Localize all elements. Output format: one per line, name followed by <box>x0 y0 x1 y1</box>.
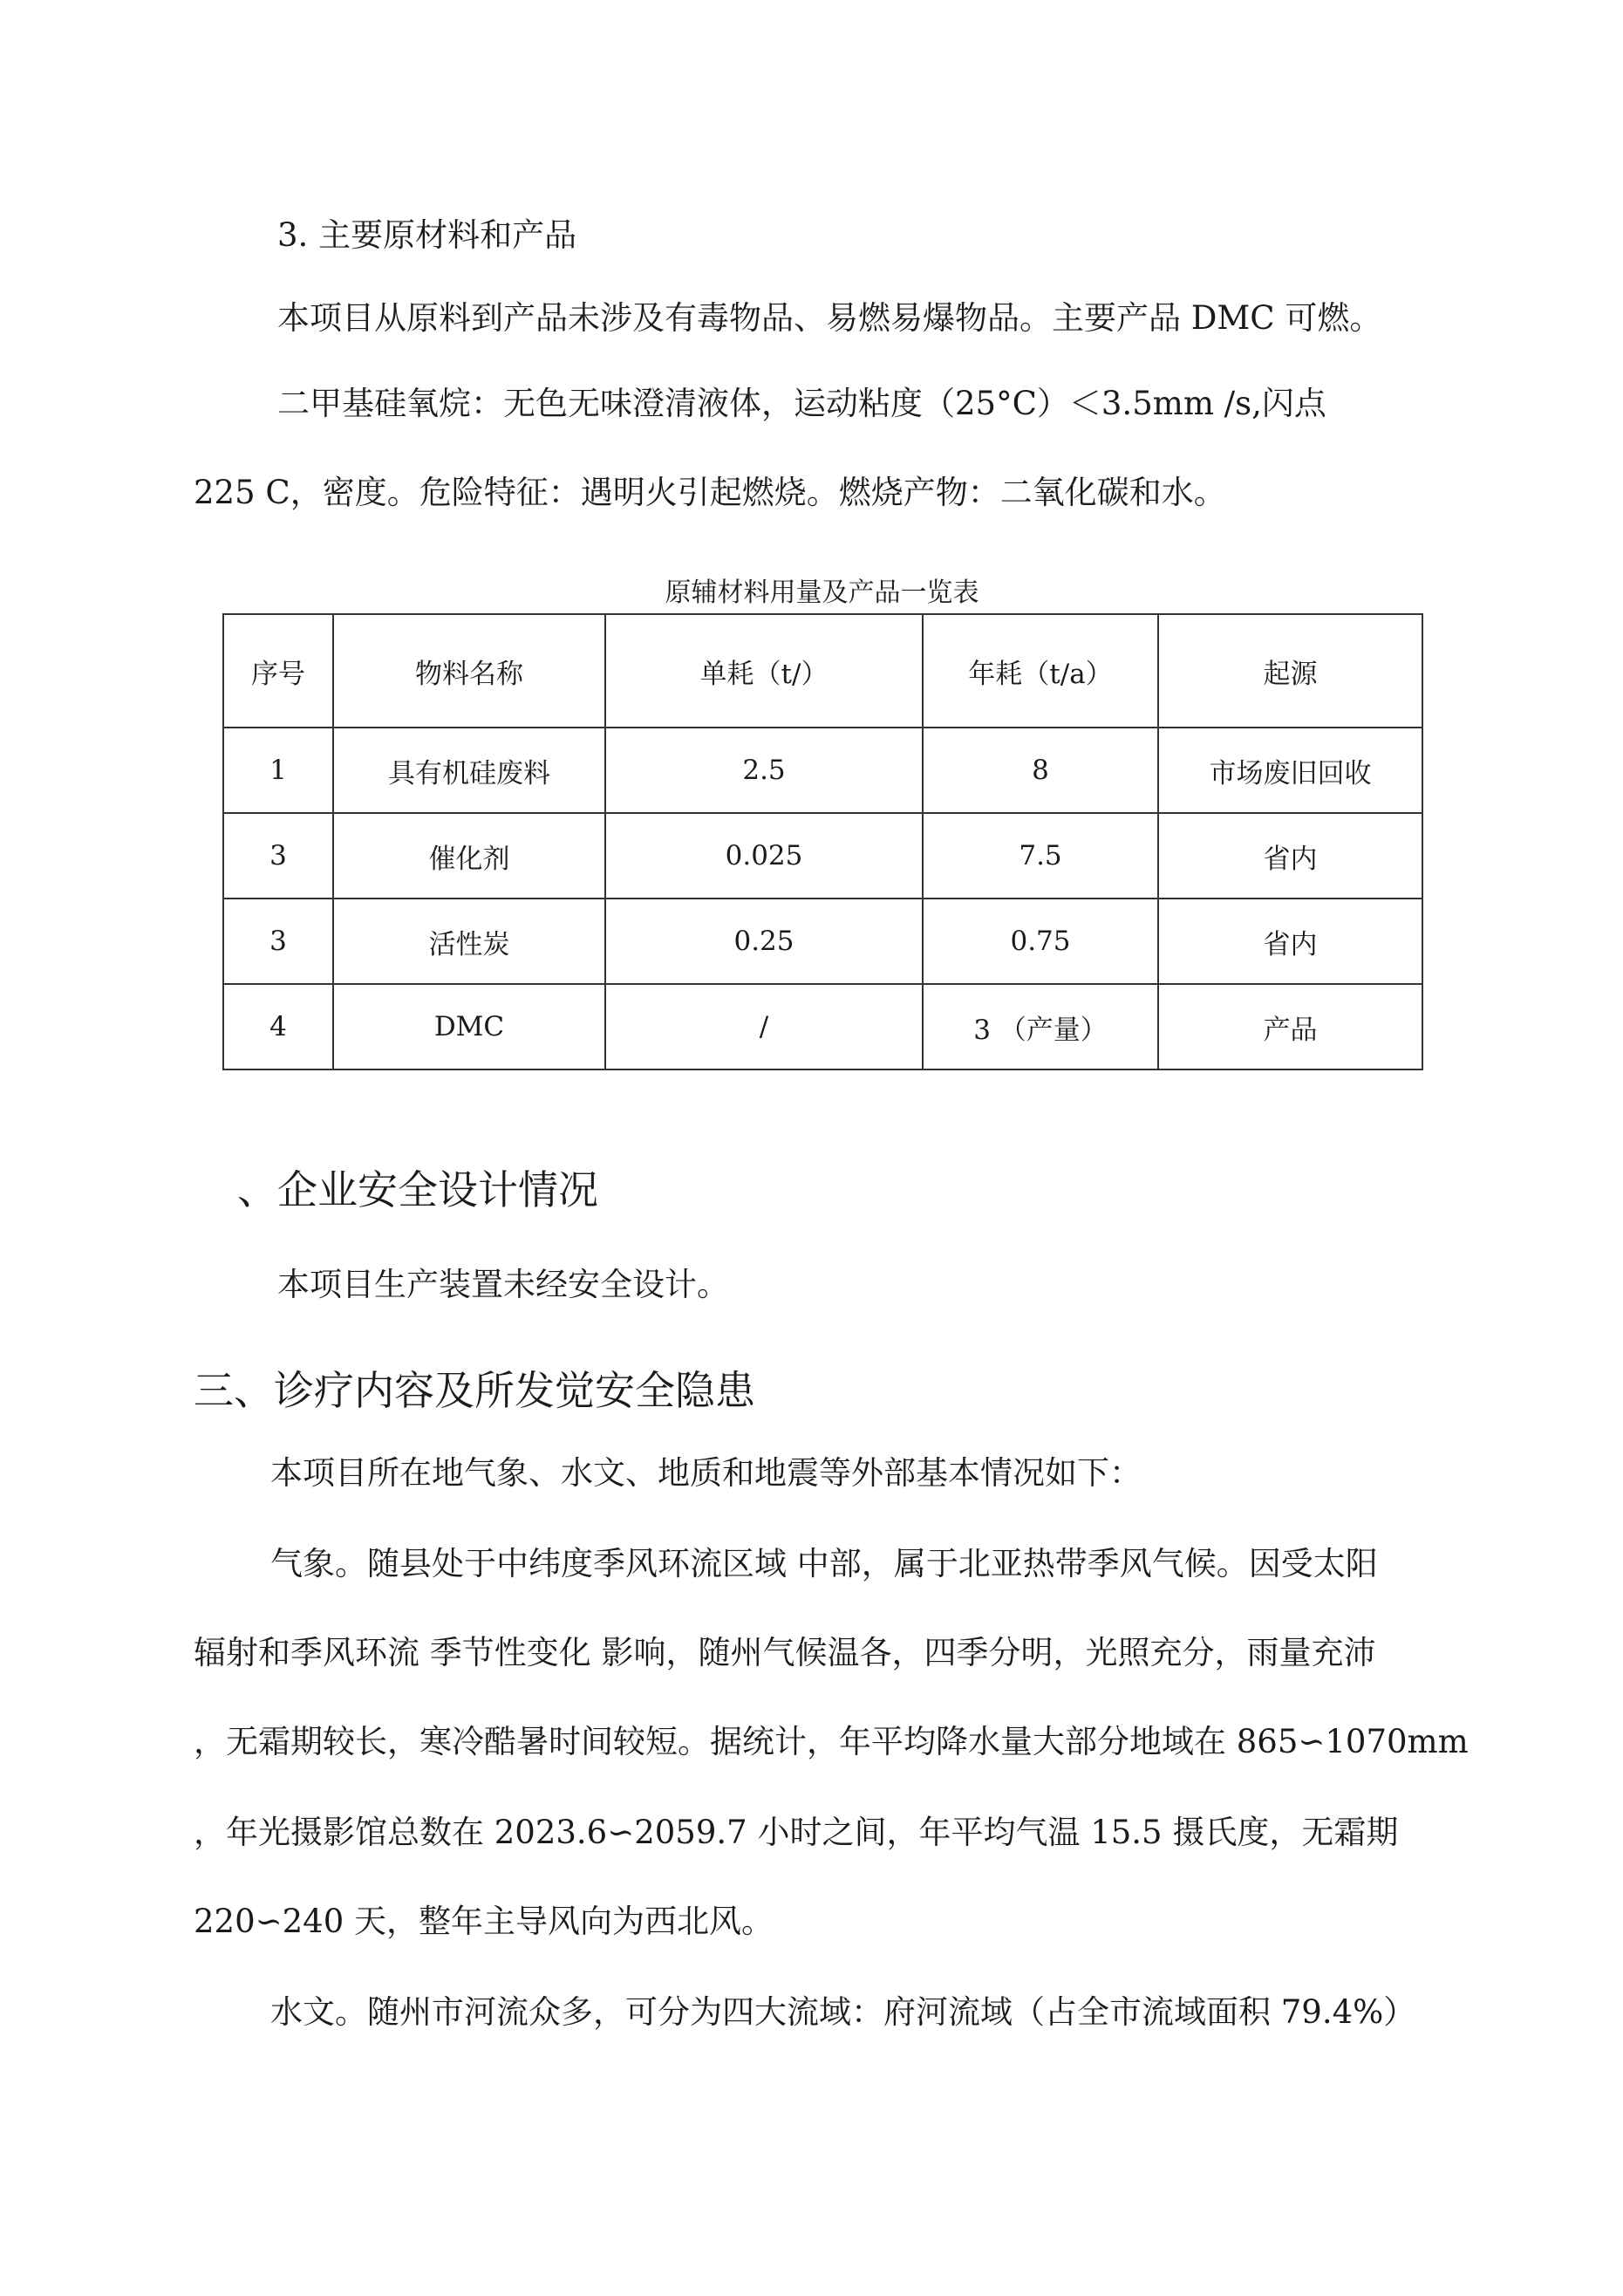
paragraph-dmc-properties-line2: 225 C，密度。危险特征：遇明火引起燃烧。燃烧产物：二氧化碳和水。 <box>194 474 1226 511</box>
table-row <box>223 728 1422 813</box>
table-cell: 3 <box>223 813 333 899</box>
table-cell: 省内 <box>1158 813 1422 899</box>
paragraph-dmc-properties-line1: 二甲基硅氧烷：无色无味澄清液体，运动粘度（25°C）＜3.5mm /s,闪点 <box>277 385 1326 422</box>
paragraph-weather-line: ，无霜期较长，寒冷酷暑时间较短。据统计，年平均降水量大部分地域在 865∽1070mm <box>194 1723 1469 1760</box>
section-heading-safety-design: 、企业安全设计情况 <box>237 1166 598 1213</box>
section-heading-diagnosis: 三、诊疗内容及所发觉安全隐患 <box>194 1367 755 1414</box>
table-cell: 省内 <box>1158 899 1422 984</box>
paragraph-weather-line: ，年光摄影馆总数在 2023.6∽2059.7 小时之间，年平均气温 15.5 摄氏度，无霜期 <box>194 1814 1399 1851</box>
table-cell: 7.5 <box>923 813 1158 899</box>
table-row <box>223 984 1422 1069</box>
paragraph-product-hazard: 本项目从原料到产品未涉及有毒物品、易燃易爆物品。主要产品 DMC 可燃。 <box>277 299 1382 337</box>
table-header-row <box>223 614 1422 728</box>
paragraph-intro-external-conditions: 本项目所在地气象、水文、地质和地震等外部基本情况如下： <box>270 1454 1142 1492</box>
table-cell: 4 <box>223 984 333 1069</box>
section-heading-raw-materials: 3. 主要原材料和产品 <box>277 216 577 254</box>
materials-table <box>222 613 1423 1070</box>
table-header-cell: 起源 <box>1158 614 1422 728</box>
table-cell: 3 （产量） <box>923 984 1158 1069</box>
table-row <box>223 813 1422 899</box>
table-cell: 活性炭 <box>333 899 605 984</box>
table-header-cell: 序号 <box>223 614 333 728</box>
table-cell: 具有机硅废料 <box>333 728 605 813</box>
table-cell: DMC <box>333 984 605 1069</box>
table-cell: 0.025 <box>605 813 923 899</box>
paragraph-weather-line: 辐射和季风环流 季节性变化 影响，随州气候温各，四季分明，光照充分，雨量充沛 <box>194 1634 1376 1671</box>
table-cell: / <box>605 984 923 1069</box>
table-cell: 市场废旧回收 <box>1158 728 1422 813</box>
paragraph-weather-line: 220∽240 天，整年主导风向为西北风。 <box>194 1903 774 1940</box>
table-cell: 2.5 <box>605 728 923 813</box>
table-cell: 3 <box>223 899 333 984</box>
table-cell: 1 <box>223 728 333 813</box>
paragraph-hydrology-line: 水文。随州市河流众多，可分为四大流域：府河流域（占全市流域面积 79.4%） <box>270 1993 1416 2031</box>
table-row <box>223 899 1422 984</box>
table-header-cell: 年耗（t/a） <box>923 614 1158 728</box>
paragraph-weather-line: 气象。随县处于中纬度季风环流区域 中部，属于北亚热带季风气候。因受太阳 <box>270 1545 1378 1582</box>
table-header-cell: 物料名称 <box>333 614 605 728</box>
table-cell: 0.75 <box>923 899 1158 984</box>
table-cell: 催化剂 <box>333 813 605 899</box>
table-header-cell: 单耗（t/） <box>605 614 923 728</box>
table-caption: 原辅材料用量及产品一览表 <box>665 577 979 608</box>
table-cell: 0.25 <box>605 899 923 984</box>
paragraph-safety-design: 本项目生产装置未经安全设计。 <box>277 1266 729 1303</box>
table-cell: 8 <box>923 728 1158 813</box>
table-cell: 产品 <box>1158 984 1422 1069</box>
